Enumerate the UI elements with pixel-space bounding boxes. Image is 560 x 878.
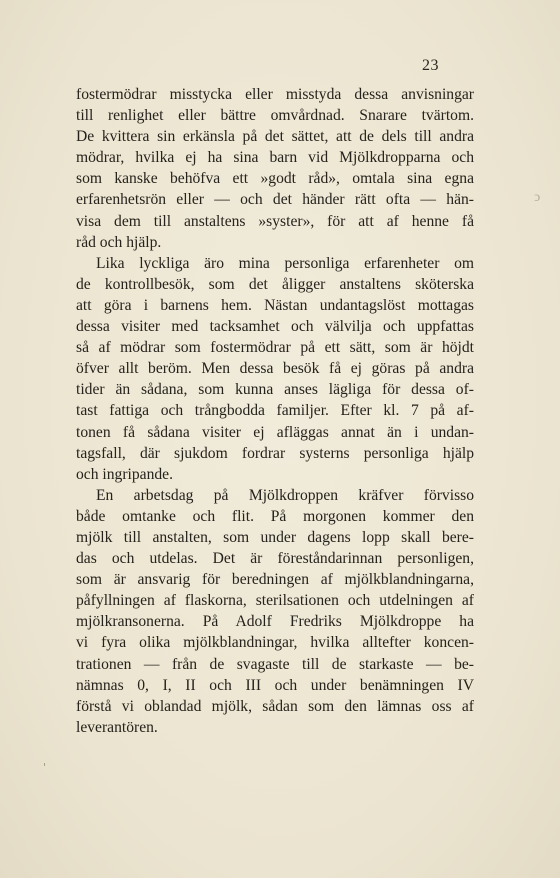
text-line: Lika lyckliga äro mina personliga erfarenheter om — [96, 254, 474, 272]
text-line: tider än sådana, som kunna anses lägliga för dessa of- — [76, 381, 474, 399]
text-line: leverantören. — [76, 718, 158, 736]
text-line: att göra i barnens hem. Nästan undantagslöst mottagas — [76, 296, 474, 314]
page-number: 23 — [422, 57, 439, 74]
text-line: nämnas 0, I, II och III och under benämningen IV — [76, 676, 474, 694]
text-line: trationen — från de svagaste till de starkaste — be- — [76, 655, 474, 673]
body-text — [76, 84, 474, 738]
text-line: vi fyra olika mjölkblandningar, hvilka alltefter koncen- — [76, 634, 474, 652]
text-line: både omtanke och flit. På morgonen kommer den — [76, 507, 474, 525]
text-line: och ingripande. — [76, 465, 173, 483]
text-line: fostermödrar misstycka eller misstyda dessa anvisningar — [76, 86, 474, 103]
text-line: råd och hjälp. — [76, 233, 162, 251]
text-line: till renlighet eller bättre omvårdnad. Snarare tvärtom. — [76, 107, 474, 125]
text-line: De kvittera sin erkänsla på det sättet, att de dels till andra — [76, 128, 474, 146]
text-line: mjölkransonerna. På Adolf Fredriks Mjölkdroppe ha — [76, 613, 474, 631]
text-line: förstå vi oblandad mjölk, sådan som den lämnas oss af — [76, 697, 474, 715]
text-line: som är ansvarig för beredningen af mjölkblandningarna, — [76, 571, 474, 589]
text-line: som kanske behöfva ett »godt råd», omtala sina egna — [76, 170, 474, 188]
text-line: tagsfall, där sjukdom fordrar systerns personliga hjälp — [76, 444, 474, 462]
text-line: tonen få sådana visiter ej afläggas annat än i undan- — [76, 423, 474, 441]
text-line: das och utdelas. Det är föreståndarinnan personligen, — [76, 550, 474, 568]
text-line: så af mödrar som fostermödrar på ett sätt, som är höjdt — [76, 339, 474, 357]
text-line: visa dem till anstaltens »syster», för att af henne få — [76, 212, 474, 230]
margin-mark: ͻ — [534, 190, 541, 205]
text-line: mödrar, hvilka ej ha sina barn vid Mjölkdropparna och — [76, 149, 474, 167]
text-line: erfarenhetsrön eller — och det händer rätt ofta — hän- — [76, 191, 474, 209]
paper-speck — [44, 763, 45, 766]
text-line: påfyllningen af flaskorna, sterilsationen och utdelningen af — [76, 592, 474, 610]
text-line: dessa visiter med tacksamhet och välvilja och uppfattas — [76, 318, 474, 336]
text-line: öfver allt beröm. Men dessa besök få ej göras på andra — [76, 360, 474, 378]
text-line: En arbetsdag på Mjölkdroppen kräfver förvisso — [96, 486, 474, 504]
text-line: mjölk till anstalten, som under dagens lopp skall bere- — [76, 528, 474, 546]
text-line: tast fattiga och trångbodda familjer. Efter kl. 7 på af- — [76, 402, 474, 420]
text-line: de kontrollbesök, som det åligger anstaltens sköterska — [76, 275, 474, 293]
